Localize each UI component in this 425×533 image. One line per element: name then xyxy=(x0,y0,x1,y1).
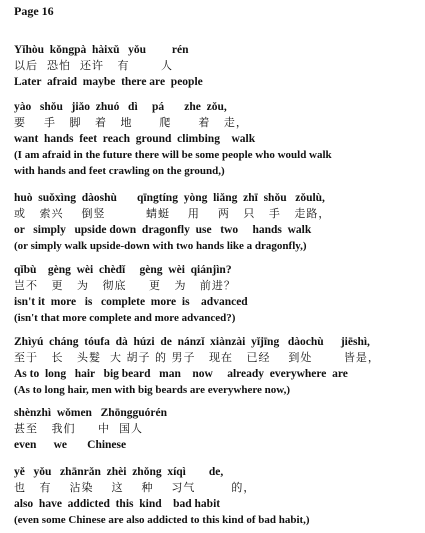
verse-block-7 xyxy=(14,464,419,528)
hanzi-line: 岂不 更 为 彻底 更 为 前进？ xyxy=(14,279,236,292)
hanzi-line: 甚至 我们 中 国人 xyxy=(14,422,143,435)
hanzi-line: 也 有 沾染 这 种 习气 的， xyxy=(14,481,256,494)
pinyin-line: yě yǒu zhānrǎn zhèi zhǒng xíqì de, xyxy=(14,466,224,478)
verse-block-2 xyxy=(14,99,419,179)
translation-line: (even some Chinese are also addicted to this kind of bad habit,) xyxy=(14,514,310,526)
hanzi-line: 至于 长 头髮 大 胡子 的 男子 现在 已经 到处 皆是， xyxy=(14,351,380,364)
hanzi-line: 以后 恐怕 还许 有 人 xyxy=(14,59,173,72)
gloss-line: isn't it more is complete more is advanced xyxy=(14,296,248,308)
pinyin-line: yào shǒu jiǎo zhuó dì pá zhe zǒu, xyxy=(14,101,227,113)
gloss-line: Later afraid maybe there are people xyxy=(14,76,203,88)
hanzi-line: 要 手 脚 着 地 爬 着 走， xyxy=(14,116,248,129)
pinyin-line: Yǐhòu kǒngpà hàixǔ yǒu rén xyxy=(14,44,189,56)
gloss-line: even we Chinese xyxy=(14,439,127,451)
gloss-line: also have addicted this kind bad habit xyxy=(14,498,221,510)
pinyin-line: qǐbù gèng wèi chèdǐ gèng wèi qiánjìn? xyxy=(14,264,232,276)
verse-block-1 xyxy=(14,42,419,90)
translation-line: (or simply walk upside-down with two hands like a dragonfly,) xyxy=(14,240,307,252)
translation-line: (I am afraid in the future there will be some people who would walk with hands and feet crawling on the ground,) xyxy=(14,149,332,177)
verse-block-3 xyxy=(14,190,419,254)
gloss-line: or simply upside down dragonfly use two hands walk xyxy=(14,224,312,236)
verse-block-4 xyxy=(14,262,419,326)
page-number-label: Page 16 xyxy=(14,4,54,18)
translation-line: (isn't that more complete and more advanced?) xyxy=(14,312,236,324)
gloss-line: As to long hair big beard man now already everywhere are xyxy=(14,368,348,380)
translation-line: (As to long hair, men with big beards are everywhere now,) xyxy=(14,384,291,396)
hanzi-line: 或 索兴 倒竖 蜻蜓 用 两 只 手 走路， xyxy=(14,207,331,220)
verse-block-6 xyxy=(14,405,419,453)
pinyin-line: Zhìyú cháng tóufa dà húzi de nánzǐ xiànzài yǐjīng dàochù jiēshì, xyxy=(14,336,370,348)
gloss-line: want hands feet reach ground climbing walk xyxy=(14,133,256,145)
pinyin-line: shènzhì wǒmen Zhōngguórén xyxy=(14,407,168,419)
pinyin-line: huò suǒxìng dàoshù qīngtíng yòng liǎng zhī shǒu zǒulù, xyxy=(14,192,325,204)
verse-block-5 xyxy=(14,334,419,398)
